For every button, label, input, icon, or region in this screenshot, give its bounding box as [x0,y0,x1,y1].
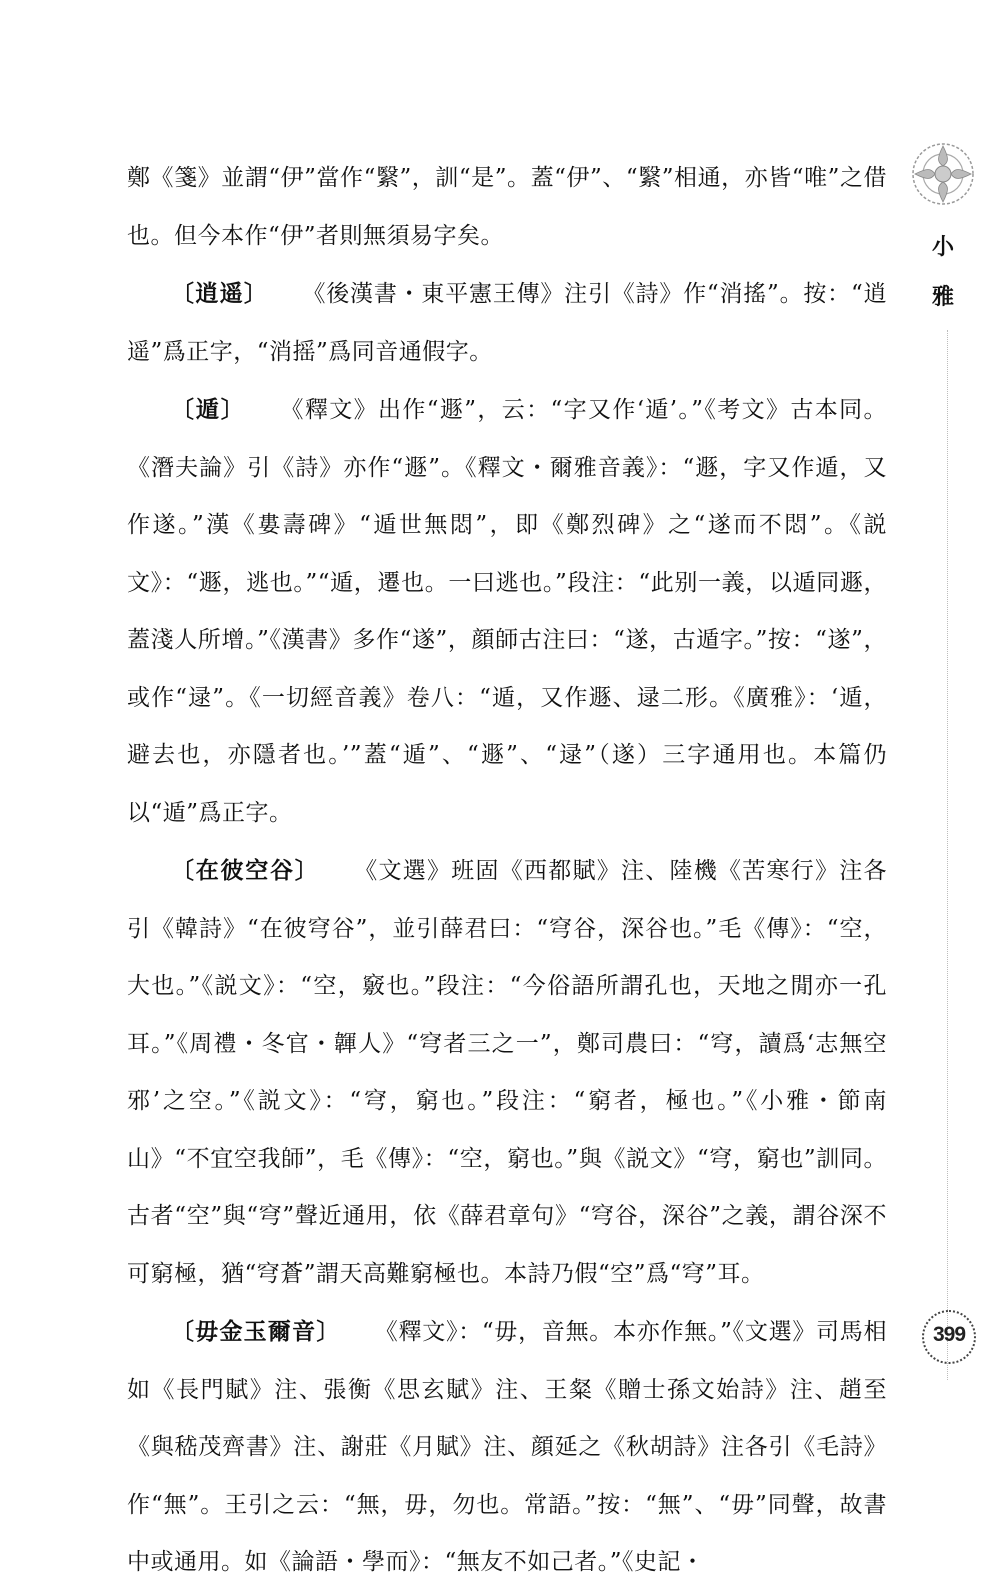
paragraph-text: 鄭《箋》並謂“伊”當作“繄”，訓“是”。蓋“伊”、“繄”相通，亦皆“唯”之借也。但今本作“伊”者則無須易字矣。 [127,165,887,249]
section-title-char: 雅 [931,284,954,310]
entry-paragraph [127,1303,887,1592]
entry-paragraph [127,842,887,1303]
page-number: 399 [932,1323,966,1346]
commentary-body [127,150,887,1592]
entry-heading: 〔遁〕 [171,396,246,423]
page-number-badge [922,1310,976,1364]
paragraph [127,150,887,265]
entry-paragraph [127,381,887,842]
entry-heading: 〔在彼空谷〕 [171,857,320,884]
floral-medallion-icon [909,140,977,208]
section-sidebar [895,140,990,1400]
entry-text: 《後漢書・東平憲王傳》注引《詩》作“消搖”。按：“逍遥”爲正字，“消摇”爲同音通假字。 [127,281,888,365]
margin-rule [947,330,948,1380]
entry-heading: 〔逍遥〕 [171,280,269,307]
entry-heading: 〔毋金玉爾音〕 [171,1318,341,1345]
section-title [923,222,963,322]
section-title-char: 小 [931,234,954,260]
entry-paragraph [127,265,887,381]
entry-text: 《釋文》出作“遯”，云：“字又作‘遁’。”《考文》古本同。《潛夫論》引《詩》亦作“遯”。《釋文・爾雅音義》：“遯，字又作遁，又作遂。”漢《婁壽碑》“遁世無悶”，即《鄭烈碑》之“遂而不悶”。《説文》：“遯，逃也。”“遁，遷也。一曰逃也。”段注：“此别一義，以遁同遯，蓋淺人所增。”《漢書》多作“遂”，顔師古注曰：“遂，古遁字。”按：“遂”，或作“逯”。《一切經音義》卷八：“遁，又作遯、逯二形。《廣雅》：‘遁，避去也，亦隱者也。’”蓋“遁”、“遯”、“逯”（遂）三字通用也。本篇仍以“遁”爲正字。 [127,397,888,826]
entry-text: 《釋文》：“毋，音無。本亦作無。”《文選》司馬相如《長門賦》注、張衡《思玄賦》注、王粲《贈士孫文始詩》注、趙至《與嵇茂齊書》注、謝莊《月賦》注、顔延之《秋胡詩》注各引《毛詩》作“無”。王引之云：“無，毋，勿也。常語。”按：“無”、“毋”同聲，故書中或通用。如《論語・學而》：“無友不如己者。”《史記・ [127,1319,887,1575]
entry-text: 《文選》班固《西都賦》注、陸機《苦寒行》注各引《韓詩》“在彼穹谷”，並引薛君曰：“穹谷，深谷也。”毛《傳》：“空，大也。”《説文》：“空，竅也。”段注：“今俗語所謂孔也，天地之閒亦一孔耳。”《周禮・冬官・韗人》“穹者三之一”，鄭司農曰：“穹，讀爲‘志無空邪’之空。”《説文》：“穹，窮也。”段注：“窮者，極也。”《小雅・節南山》“不宜空我師”，毛《傳》：“空，窮也。”與《説文》“穹，窮也”訓同。古者“空”與“穹”聲近通用，依《薛君章句》“穹谷，深谷”之義，謂谷深不可窮極，猶“穹蒼”謂天高難窮極也。本詩乃假“空”爲“穹”耳。 [127,858,887,1287]
